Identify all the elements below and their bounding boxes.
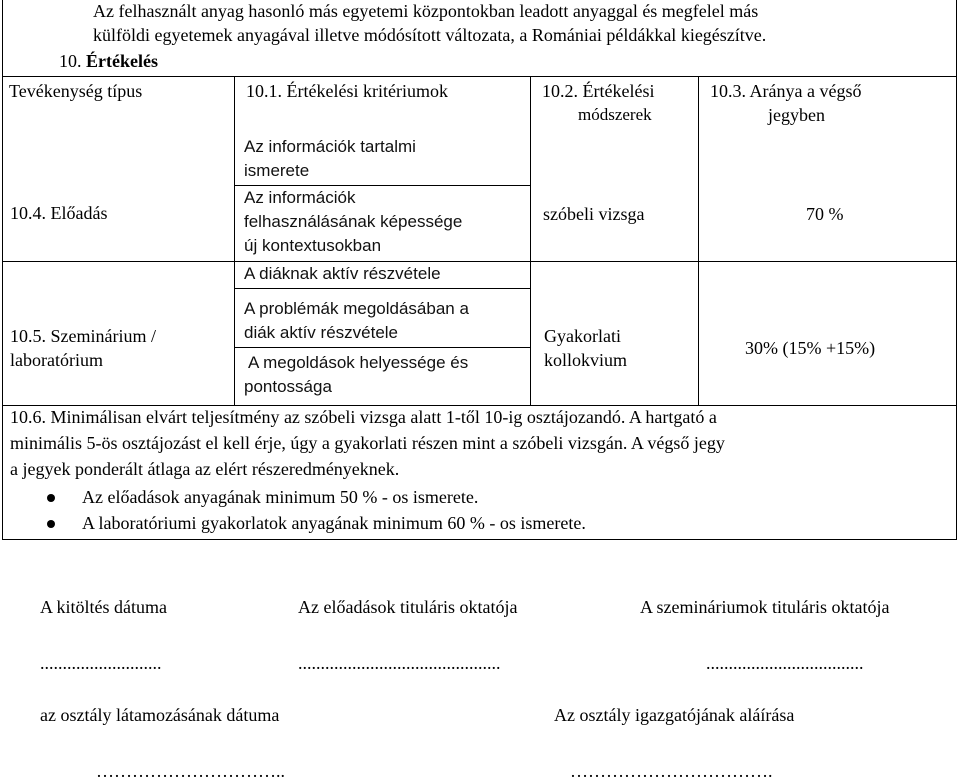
minimum-bullet-2: A laboratóriumi gyakorlatok anyagának minimum 60 % - os ismerete. [82,513,586,533]
lecture-method: szóbeli vizsga [543,204,645,224]
seminar-holder-label: A szemináriumok tituláris oktatója [640,597,890,617]
seminar-method-1: Gyakorlati [544,326,621,346]
fill-date-dots: ........................... [40,653,162,673]
section-title: Értékelés [86,51,158,71]
lecture-share: 70 % [806,204,844,224]
header-methods-2: módszerek [578,105,652,124]
lecture-crit2-line3: új kontextusokban [244,236,382,255]
header-criteria: 10.1. Értékelési kritériumok [246,81,448,101]
minimum-line-3: a jegyek ponderált átlaga az elért részeredményeknek. [10,459,400,479]
lecture-crit1-line2: ismerete [244,161,310,180]
col-divider-2 [530,76,531,405]
seminar-crit3-line2: pontossága [244,377,332,396]
lecture-crit2-line1: Az információk [244,188,356,207]
seminar-crit-divider-1 [234,288,530,289]
seminar-share: 30% (15% +15%) [745,338,876,358]
intro-line-2: külföldi egyetemek anyagával illetve módósított változata, a Romániai példákkal kiegészítve. [93,25,767,45]
seminar-holder-dots: ................................... [706,653,864,673]
lecture-holder-label: Az előadások tituláris oktatója [298,597,518,617]
seminar-method-2: kollokvium [544,350,628,370]
seminar-crit1: A diáknak aktív részvétele [244,264,441,283]
table-top-rule [2,76,957,77]
seminar-crit2-line1: A problémák megoldásában a [244,299,469,318]
minimum-line-2: minimális 5-ös osztájozást el kell érje, úgy a gyakorlati részen mint a szóbeli vizsgán. A végső jegy [10,433,725,453]
col-divider-1 [234,76,235,405]
lecture-crit-divider [234,185,530,186]
col-divider-3 [698,76,699,405]
seminar-activity-2: laboratórium [10,350,103,370]
seminar-crit-divider-2 [234,347,530,348]
approval-date-line: ………………………….. [96,761,285,781]
header-share-1: 10.3. Aránya a végső [710,81,862,101]
lecture-crit2-line2: felhasználásának képessége [244,212,463,231]
header-methods-1: 10.2. Értékelési [542,81,655,101]
head-signature-label: Az osztály igazgatójának aláírása [554,705,795,725]
header-share-2: jegyben [768,105,825,125]
minimum-bullet-1: Az előadások anyagának minimum 50 % - os ismerete. [82,487,479,507]
seminar-activity-1: 10.5. Szeminárium / [10,326,156,346]
lecture-activity: 10.4. Előadás [10,203,108,223]
approval-date-label: az osztály látamozásának dátuma [40,705,280,725]
seminar-crit2-line2: diák aktív részvétele [244,323,399,342]
header-activity: Tevékenység típus [9,81,143,101]
seminar-crit3-line1: A megoldások helyessége és [248,353,469,372]
head-signature-line: ……………………………. [570,761,773,781]
bullet-icon [47,520,55,528]
minimum-line-1: 10.6. Minimálisan elvárt teljesítmény az szóbeli vizsga alatt 1-től 10-ig osztájozandó. A hartgató a [10,407,717,427]
lecture-holder-dots: ............................................. [298,653,501,673]
bullet-icon [47,494,55,502]
fill-date-label: A kitöltés dátuma [40,597,167,617]
lecture-crit1-line1: Az információk tartalmi [244,137,416,156]
row-divider [2,261,957,262]
intro-line-1: Az felhasznált anyag hasonló más egyetemi központokban leadott anyaggal és megfelel más [93,1,759,21]
section-number: 10. [59,51,86,71]
